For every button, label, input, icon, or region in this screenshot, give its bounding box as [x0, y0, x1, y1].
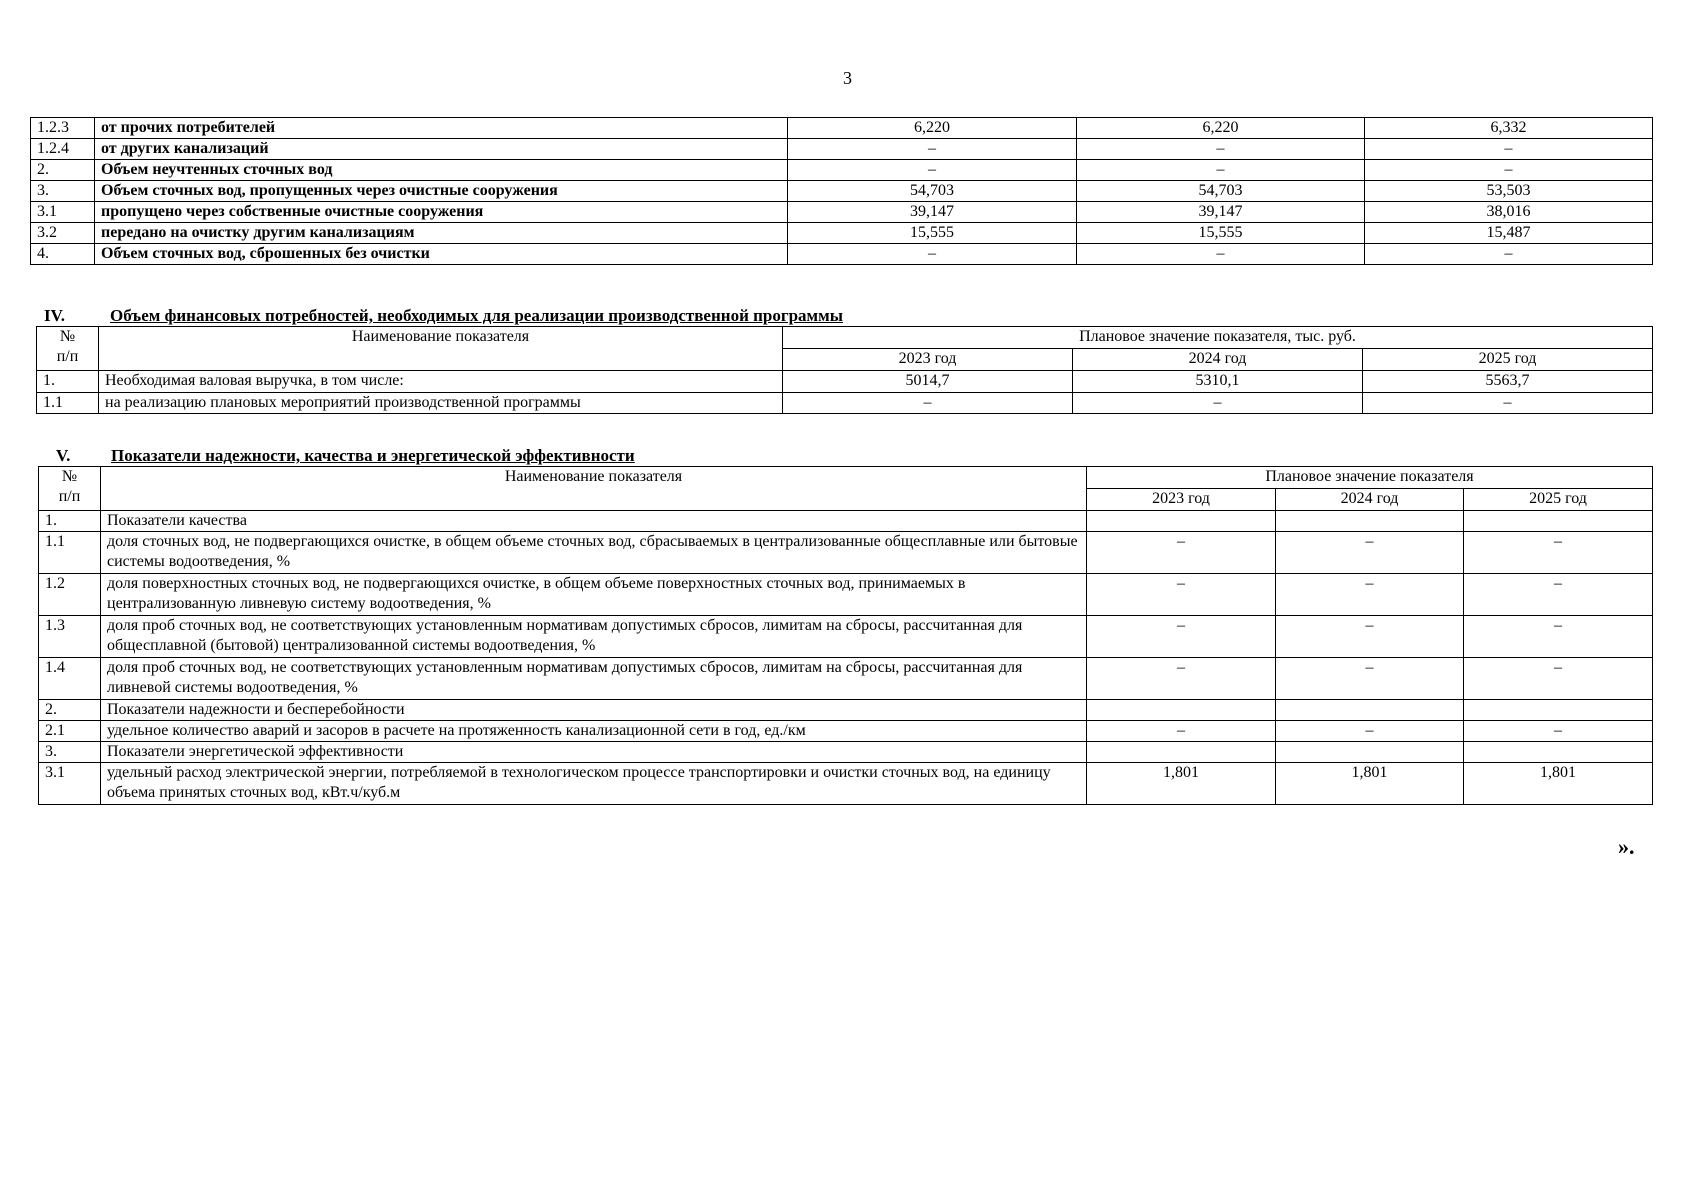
row-number: 1.1 — [39, 532, 101, 574]
row-number: 2.1 — [39, 721, 101, 742]
row-name: удельное количество аварий и засоров в расчете на протяженность канализационной сети в год, ед./км — [101, 721, 1087, 742]
table-row — [31, 139, 1653, 160]
reliability-table — [38, 466, 1653, 805]
value-2025: 6,332 — [1365, 118, 1653, 139]
value-2024: 1,801 — [1276, 763, 1464, 805]
header-num — [37, 327, 99, 371]
row-number: 1.2 — [39, 574, 101, 616]
header-year-2024: 2024 год — [1276, 489, 1464, 511]
value-2023: – — [788, 244, 1077, 265]
table-row — [37, 371, 1653, 393]
header-year-2023: 2023 год — [783, 349, 1073, 371]
value-2025 — [1464, 742, 1653, 763]
row-number: 3. — [39, 742, 101, 763]
header-year-2023: 2023 год — [1087, 489, 1276, 511]
row-name: от прочих потребителей — [95, 118, 788, 139]
value-2024: 5310,1 — [1073, 371, 1363, 393]
section-iv-number: IV. — [44, 306, 65, 325]
header-plan: Плановое значение показателя — [1087, 467, 1653, 489]
value-2024: 6,220 — [1077, 118, 1365, 139]
value-2023: 6,220 — [788, 118, 1077, 139]
row-number: 2. — [39, 700, 101, 721]
table-row — [31, 202, 1653, 223]
row-number: 1.4 — [39, 658, 101, 700]
value-2025 — [1464, 700, 1653, 721]
section-v-heading: Показатели надежности, качества и энергетической эффективности — [111, 446, 635, 465]
value-2025 — [1464, 511, 1653, 532]
value-2024 — [1276, 511, 1464, 532]
value-2024 — [1276, 700, 1464, 721]
header-num-line2: п/п — [58, 488, 81, 505]
value-2024: – — [1077, 244, 1365, 265]
row-number: 2. — [31, 160, 95, 181]
row-name: Показатели надежности и бесперебойности — [101, 700, 1087, 721]
value-2025: – — [1464, 721, 1653, 742]
value-2024: – — [1077, 139, 1365, 160]
header-num-line2: п/п — [56, 348, 79, 365]
table-row — [31, 223, 1653, 244]
row-number: 1. — [39, 511, 101, 532]
value-2025: – — [1464, 616, 1653, 658]
row-name: пропущено через собственные очистные сооружения — [95, 202, 788, 223]
value-2025: – — [1365, 139, 1653, 160]
table-row — [39, 532, 1653, 574]
volume-table — [30, 117, 1653, 265]
row-name: на реализацию плановых мероприятий производственной программы — [99, 393, 783, 414]
row-number: 1. — [37, 371, 99, 393]
table-row — [39, 574, 1653, 616]
value-2025: 15,487 — [1365, 223, 1653, 244]
value-2025: – — [1363, 393, 1653, 414]
value-2024: – — [1276, 616, 1464, 658]
row-number: 1.2.3 — [31, 118, 95, 139]
row-name: Объем сточных вод, сброшенных без очистки — [95, 244, 788, 265]
value-2024 — [1276, 742, 1464, 763]
value-2024: – — [1077, 160, 1365, 181]
table-row — [39, 511, 1653, 532]
table-row — [39, 721, 1653, 742]
row-name: доля поверхностных сточных вод, не подвергающихся очистке, в общем объеме поверхностных сточных вод, принимаемых в централизованную ливневую систему водоотведения, % — [101, 574, 1087, 616]
section-v-number: V. — [56, 446, 71, 465]
value-2024: 54,703 — [1077, 181, 1365, 202]
value-2025: – — [1365, 160, 1653, 181]
row-name: передано на очистку другим канализациям — [95, 223, 788, 244]
table-row — [39, 763, 1653, 805]
value-2024: – — [1276, 658, 1464, 700]
row-name: доля проб сточных вод, не соответствующих установленным нормативам допустимых сбросов, лимитам на сбросы, рассчитанная для общесплавной (бытовой) централизованной системы водоотведения, % — [101, 616, 1087, 658]
value-2024: – — [1276, 721, 1464, 742]
value-2024: 15,555 — [1077, 223, 1365, 244]
header-num — [39, 467, 101, 511]
value-2024: – — [1276, 574, 1464, 616]
value-2023: – — [788, 160, 1077, 181]
value-2023: – — [1087, 721, 1276, 742]
value-2024: – — [1276, 532, 1464, 574]
closing-quote-mark: ». — [1618, 834, 1635, 859]
row-number: 1.1 — [37, 393, 99, 414]
table-row — [39, 658, 1653, 700]
row-name: доля проб сточных вод, не соответствующих установленным нормативам допустимых сбросов, лимитам на сбросы, рассчитанная для ливневой системы водоотведения, % — [101, 658, 1087, 700]
value-2025: – — [1464, 658, 1653, 700]
value-2023: 1,801 — [1087, 763, 1276, 805]
financial-needs-table — [36, 326, 1653, 414]
row-number: 4. — [31, 244, 95, 265]
table-row — [31, 244, 1653, 265]
page-number: 3 — [843, 68, 852, 88]
header-year-2024: 2024 год — [1073, 349, 1363, 371]
row-name: удельный расход электрической энергии, потребляемой в технологическом процессе транспортировки и очистки сточных вод, на единицу объема принятых сточных вод, кВт.ч/куб.м — [101, 763, 1087, 805]
row-name: Объем неучтенных сточных вод — [95, 160, 788, 181]
value-2024: 39,147 — [1077, 202, 1365, 223]
section-iv-heading: Объем финансовых потребностей, необходимых для реализации производственной программы — [110, 306, 843, 325]
value-2023: – — [1087, 574, 1276, 616]
row-name: Необходимая валовая выручка, в том числе: — [99, 371, 783, 393]
value-2025: – — [1464, 574, 1653, 616]
value-2023 — [1087, 742, 1276, 763]
header-year-2025: 2025 год — [1363, 349, 1653, 371]
table-row — [37, 393, 1653, 414]
header-num-line1: № — [59, 328, 76, 345]
row-number: 1.2.4 — [31, 139, 95, 160]
table-row — [31, 160, 1653, 181]
value-2025: 53,503 — [1365, 181, 1653, 202]
value-2023: – — [783, 393, 1073, 414]
header-name: Наименование показателя — [99, 327, 783, 371]
row-name: доля сточных вод, не подвергающихся очистке, в общем объеме сточных вод, сбрасываемых в централизованные общесплавные или бытовые системы водоотведения, % — [101, 532, 1087, 574]
row-name: Показатели качества — [101, 511, 1087, 532]
value-2023: – — [788, 139, 1077, 160]
header-plan: Плановое значение показателя, тыс. руб. — [783, 327, 1653, 349]
value-2023: 15,555 — [788, 223, 1077, 244]
row-number: 1.3 — [39, 616, 101, 658]
row-name: Объем сточных вод, пропущенных через очистные сооружения — [95, 181, 788, 202]
row-number: 3.2 — [31, 223, 95, 244]
table-row — [39, 700, 1653, 721]
value-2023: – — [1087, 616, 1276, 658]
row-name: Показатели энергетической эффективности — [101, 742, 1087, 763]
table-row — [39, 742, 1653, 763]
header-num-line1: № — [61, 468, 78, 485]
value-2025: – — [1464, 532, 1653, 574]
header-year-2025: 2025 год — [1464, 489, 1653, 511]
table-row — [31, 181, 1653, 202]
value-2025: 1,801 — [1464, 763, 1653, 805]
value-2023 — [1087, 700, 1276, 721]
value-2025: 5563,7 — [1363, 371, 1653, 393]
value-2024: – — [1073, 393, 1363, 414]
table-row — [39, 616, 1653, 658]
value-2025: 38,016 — [1365, 202, 1653, 223]
value-2025: – — [1365, 244, 1653, 265]
table-row — [31, 118, 1653, 139]
value-2023: 39,147 — [788, 202, 1077, 223]
value-2023 — [1087, 511, 1276, 532]
value-2023: 54,703 — [788, 181, 1077, 202]
row-number: 3.1 — [39, 763, 101, 805]
value-2023: – — [1087, 532, 1276, 574]
row-number: 3.1 — [31, 202, 95, 223]
row-name: от других канализаций — [95, 139, 788, 160]
header-name: Наименование показателя — [101, 467, 1087, 511]
value-2023: 5014,7 — [783, 371, 1073, 393]
row-number: 3. — [31, 181, 95, 202]
value-2023: – — [1087, 658, 1276, 700]
